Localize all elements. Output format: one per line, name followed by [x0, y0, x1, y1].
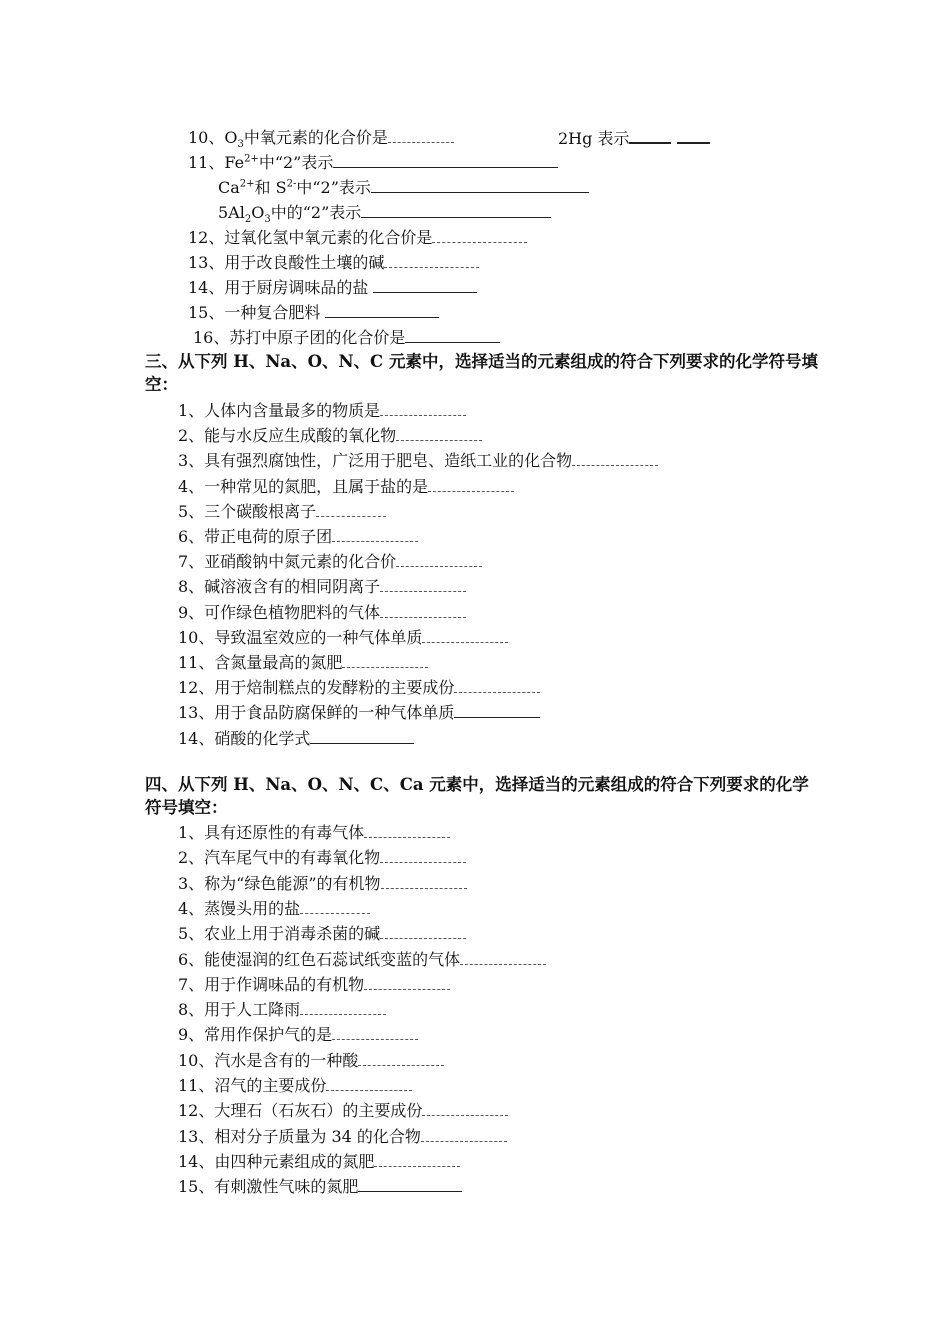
answer-blank[interactable] [388, 128, 454, 143]
item-text: Ca [218, 178, 240, 197]
item-10-hg [558, 128, 710, 149]
item-text: 中氧元素的化合价是 [243, 128, 388, 147]
item-15 [188, 303, 439, 323]
question-text: 11、沼气的主要成份 [178, 1076, 327, 1095]
item-text: 14、用于厨房调味品的盐 [188, 278, 369, 297]
question-text: 13、相对分子质量为 34 的化合物 [178, 1126, 421, 1146]
question-text: 14、由四种元素组成的氮肥 [178, 1151, 375, 1171]
item-10 [188, 128, 454, 151]
question-text: 2、能与水反应生成酸的氧化物 [178, 426, 397, 446]
item-text: 13、用于改良酸性土壤的碱 [188, 253, 385, 272]
superscript: 2- [286, 178, 297, 190]
item-text: O [251, 203, 265, 222]
item-text: 2Hg 表示 [558, 129, 630, 148]
answer-blank[interactable] [325, 303, 439, 318]
item-text: 10、O [188, 128, 238, 147]
answer-blank[interactable] [358, 1177, 462, 1192]
answer-blank[interactable] [380, 603, 466, 618]
answer-blank[interactable] [300, 899, 370, 914]
question-text: 14、硝酸的化学式 [178, 728, 311, 748]
question-text: 9、可作绿色植物肥料的气体 [178, 602, 381, 622]
question-text: 6、能使湿润的红色石蕊试纸变蓝的气体 [178, 949, 461, 969]
question-item [178, 924, 466, 944]
answer-blank[interactable] [432, 228, 527, 243]
answer-blank[interactable] [380, 924, 466, 939]
answer-blank[interactable] [364, 823, 450, 838]
question-item [178, 950, 546, 970]
item-11-b [218, 178, 589, 198]
question-item [178, 603, 466, 623]
question-text: 5、三个碳酸根离子 [178, 501, 317, 521]
question-text: 5、农业上用于消毒杀菌的碱 [178, 924, 381, 944]
answer-blank[interactable] [371, 178, 589, 193]
answer-blank[interactable] [454, 703, 540, 718]
answer-blank[interactable] [326, 1076, 412, 1091]
question-item [178, 1000, 386, 1020]
question-item [178, 703, 540, 723]
answer-blank[interactable] [373, 278, 477, 293]
subscript: 3 [264, 214, 271, 226]
question-item [178, 874, 467, 894]
question-item [178, 848, 466, 868]
question-item [178, 1101, 508, 1121]
answer-blank[interactable] [310, 729, 414, 744]
subscript: 2 [244, 214, 252, 226]
section-heading-3: 三、从下列 H、Na、O、N、C 元素中，选择适当的元素组成的符合下列要求的化学符号填空： [145, 352, 818, 394]
answer-blank[interactable] [342, 653, 428, 668]
answer-blank[interactable] [396, 426, 482, 441]
answer-blank[interactable] [421, 1127, 507, 1142]
question-text: 4、一种常见的氮肥，且属于盐的是 [178, 476, 429, 496]
answer-blank[interactable] [364, 975, 450, 990]
question-text: 11、含氮量最高的氮肥 [178, 653, 343, 672]
question-text: 7、亚硝酸钠中氮元素的化合价 [178, 552, 397, 572]
question-item [178, 527, 418, 547]
question-item [178, 1076, 412, 1096]
answer-blank[interactable] [333, 153, 558, 168]
question-text: 1、人体内含量最多的物质是 [178, 401, 381, 420]
answer-blank[interactable] [380, 848, 466, 863]
question-text: 13、用于食品防腐保鲜的一种气体单质 [178, 703, 455, 723]
item-text: 5Al [218, 203, 245, 222]
question-text: 15、有刺激性气味的氮肥 [178, 1177, 359, 1197]
item-13 [188, 253, 479, 273]
question-item [178, 823, 450, 843]
question-item [178, 1025, 418, 1045]
question-item [178, 1051, 444, 1071]
item-text: 中“2”表示 [296, 178, 371, 197]
answer-blank[interactable] [572, 451, 658, 466]
question-text: 9、常用作保护气的是 [178, 1025, 333, 1045]
item-11-c [218, 203, 551, 226]
item-text: 16、苏打中原子团的化合价是 [193, 328, 406, 347]
question-item [178, 1177, 462, 1197]
item-16 [193, 328, 500, 348]
question-item [178, 628, 508, 648]
question-item [178, 975, 450, 995]
question-text: 10、导致温室效应的一种气体单质 [178, 627, 423, 647]
question-item [178, 552, 482, 572]
answer-blank[interactable] [396, 552, 482, 567]
answer-blank[interactable] [422, 1101, 508, 1116]
question-text: 6、带正电荷的原子团 [178, 527, 333, 546]
answer-blank[interactable] [361, 203, 551, 218]
item-text: 11、Fe [188, 153, 245, 172]
question-item [178, 401, 466, 421]
section-heading-4: 四、从下列 H、Na、O、N、C、Ca 元素中，选择适当的元素组成的符合下列要求的化学符号填空： [145, 775, 809, 817]
answer-blank[interactable] [316, 502, 386, 517]
question-item [178, 451, 658, 471]
question-item [178, 1127, 507, 1147]
item-text: 中“2”表示 [258, 153, 334, 172]
answer-blank[interactable] [380, 577, 466, 592]
answer-blank[interactable] [374, 1152, 460, 1167]
answer-blank[interactable] [358, 1051, 444, 1066]
question-text: 8、用于人工降雨 [178, 1000, 301, 1020]
question-text: 7、用于作调味品的有机物 [178, 974, 365, 994]
answer-blank[interactable] [677, 128, 710, 144]
item-text: 和 S [254, 178, 287, 197]
answer-blank[interactable] [332, 527, 418, 542]
question-item [178, 653, 428, 673]
answer-blank[interactable] [300, 1000, 386, 1015]
superscript: 2+ [239, 178, 255, 190]
question-item [178, 477, 514, 497]
answer-blank[interactable] [428, 477, 514, 492]
item-12 [188, 228, 527, 248]
question-text: 3、具有强烈腐蚀性，广泛用于肥皂、造纸工业的化合物 [178, 451, 573, 471]
answer-blank[interactable] [454, 678, 540, 693]
answer-blank[interactable] [332, 1025, 418, 1040]
answer-blank[interactable] [422, 628, 508, 643]
answer-blank[interactable] [629, 128, 671, 144]
question-item [178, 426, 482, 446]
question-item [178, 899, 370, 919]
question-text: 2、汽车尾气中的有毒氧化物 [178, 848, 381, 868]
item-11 [188, 153, 558, 173]
item-text: 15、一种复合肥料 [188, 303, 321, 322]
question-item [178, 502, 386, 522]
question-item [178, 729, 414, 749]
question-item [178, 1152, 460, 1172]
question-text: 3、称为“绿色能源”的有机物 [178, 873, 381, 893]
superscript: 2+ [244, 153, 259, 165]
question-text: 12、大理石（石灰石）的主要成份 [178, 1101, 423, 1121]
item-14 [188, 278, 477, 298]
question-item [178, 577, 466, 597]
subscript: 3 [237, 139, 244, 151]
answer-blank[interactable] [460, 950, 546, 965]
answer-blank[interactable] [381, 874, 467, 889]
question-text: 8、碱溶液含有的相同阴离子 [178, 577, 381, 597]
question-text: 1、具有还原性的有毒气体 [178, 823, 365, 842]
answer-blank[interactable] [384, 253, 479, 268]
answer-blank[interactable] [405, 328, 500, 343]
question-text: 12、用于焙制糕点的发酵粉的主要成份 [178, 678, 455, 698]
item-text: 中的“2”表示 [270, 203, 362, 222]
question-item [178, 678, 540, 698]
question-text: 10、汽水是含有的一种酸 [178, 1050, 359, 1070]
item-text: 12、过氧化氢中氧元素的化合价是 [188, 228, 433, 247]
answer-blank[interactable] [380, 401, 466, 416]
question-text: 4、蒸馒头用的盐 [178, 898, 301, 918]
